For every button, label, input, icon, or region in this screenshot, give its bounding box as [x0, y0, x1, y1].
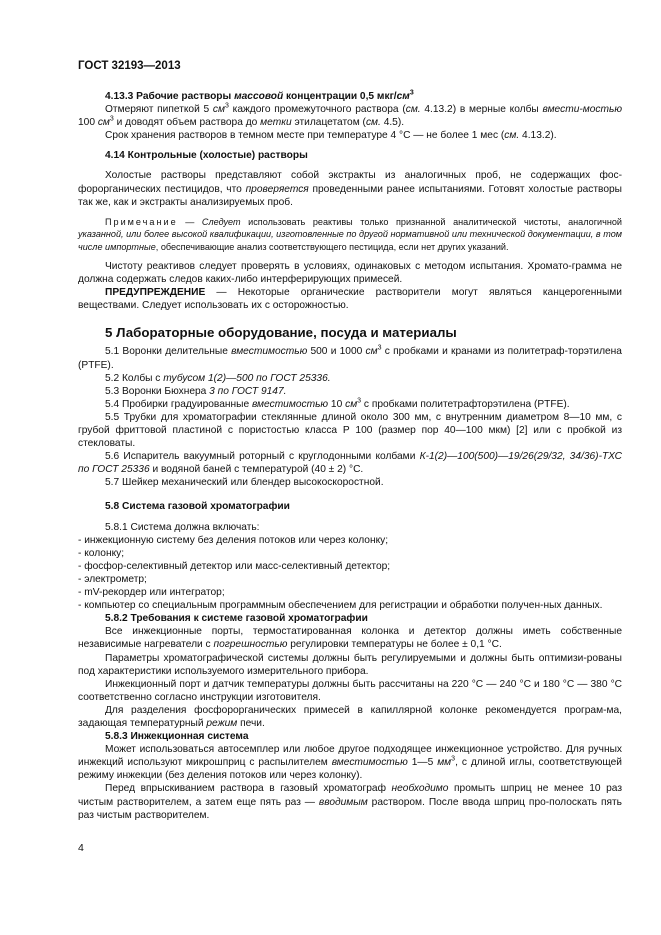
list-item: 5.1 Воронки делительные вместимостью 500 и 1000 $см^3$ с пробками и кранами из политетраф-торэтилена (PTFE). — [78, 345, 622, 371]
paragraph: Перед впрыскиванием раствора в газовый хроматограф необходимо промыть шприц не менее 10 раз чистым растворителем, а затем еще пять раз — вводимым раствором. После ввода шприц про-полоскать пять раз чистым растворителем. — [78, 783, 622, 821]
paragraph: Все инжекционные порты, термостатированная колонка и детектор должны иметь собственные независимые нагреватели с погрешностью регулировки температуры не более ± 0,1 °С. — [78, 626, 622, 651]
list-item: - электрометр; — [78, 573, 147, 585]
list-item: 5.7 Шейкер механический или блендер высокоскоростной. — [105, 477, 384, 489]
list-item: 5.6 Испаритель вакуумный роторный с круглодонными колбами К-1(2)—100(500)—19/26(29/32, 34/36)-ТХС по ГОСТ 25336 и водяной баней с температурой (40 ± 2) °С. — [78, 451, 622, 476]
paragraph: Инжекционный порт и датчик температуры должны быть рассчитаны на 220 °С — 240 °С и 180 °С — 380 °С соответственно согласно инструкции изготовителя. — [78, 678, 622, 703]
paragraph: Холостые растворы представляют собой экстракты из аналогичных проб, не содержащих фос-форорганических пестицидов, что проверяется проведенными ранее испытаниями. Готовят холостые растворы так же, как и экстракты анализируемых проб. — [78, 170, 622, 208]
list-item: 5.4 Пробирки градуированные вместимостью 10 $см^3$ с пробками политетрафторэтилена (PTFE). — [105, 397, 570, 410]
warning: ПРЕДУПРЕЖДЕНИЕ — Некоторые органические растворители могут являться канцерогенными веществами. Следует использовать их с осторожностью. — [78, 287, 622, 312]
section-title-5: 5 Лабораторные оборудование, посуда и материалы — [105, 325, 457, 341]
page-number: 4 — [78, 842, 84, 854]
paragraph: Параметры хроматографической системы должны быть регулируемыми и должны быть оптимизи-рованы под характеристики используемого измерительного прибора. — [78, 652, 622, 677]
list-item: 5.3 Воронки Бюхнера 3 по ГОСТ 9147. — [105, 385, 287, 397]
paragraph: 5.8.1 Система должна включать: — [105, 521, 260, 533]
list-item: - mV-рекордер или интегратор; — [78, 587, 225, 599]
paragraph: Чистоту реактивов следует проверять в условиях, одинаковых с методом испытания. Хромато-грамма не должна содержать следов каких-либо интерферирующих примесей. — [78, 260, 622, 286]
document-header: ГОСТ 32193—2013 — [78, 60, 181, 72]
system-components-list — [78, 534, 622, 613]
paragraph: Отмеряют пипеткой 5 $см^3$ каждого промежуточного раствора (см. 4.13.2) в мерные колбы вмести-мостью 100 $см^3$ и доводят объем раствора до метки этилацетатом (см. 4.5). — [78, 102, 622, 129]
document-body — [78, 90, 622, 822]
list-item: - инжекционную систему без деления потоков или через колонку; — [78, 534, 389, 546]
section-title-5-8: 5.8 Система газовой хроматографии — [105, 501, 290, 513]
section-title-5-8-2: 5.8.2 Требования к системе газовой хроматографии — [105, 613, 368, 625]
section-title-5-8-3: 5.8.3 Инжекционная система — [105, 731, 249, 743]
paragraph: Может использоваться автосемплер или любое другое подходящее инжекционное устройство. Для ручных инжекций используют микрошприц с распылителем вместимостью 1—5 $мм^3$, с длиной иглы, соответствующей режиму инжекции (без деления потоков или через колонку). — [78, 744, 622, 782]
note: Примечание — Следует использовать реактивы только признанной аналитической чистоты, аналогичной указанной, или более высокой квалификации, изготовленные по другой нормативной или технической документации, в том числе импортные, обеспечивающие анализ соответствующего пестицида, если нет других указаний. — [78, 216, 622, 252]
paragraph: Срок хранения растворов в темном месте при температуре 4 °С — не более 1 мес (см. 4.13.2). — [105, 130, 557, 142]
list-item: - компьютер со специальным программным обеспечением для регистрации и обработки получен-ных данных. — [78, 600, 603, 612]
list-item: - фосфор-селективный детектор или масс-селективный детектор; — [78, 560, 391, 572]
list-item: - колонку; — [78, 547, 125, 559]
list-item: 5.2 Колбы с тубусом 1(2)—500 по ГОСТ 25336. — [105, 372, 331, 384]
paragraph: Для разделения фосфорорганических примесей в капиллярной колонке рекомендуется програм-ма, задающая температурный режим печи. — [78, 704, 622, 729]
list-item: 5.5 Трубки для хроматографии стеклянные длиной около 300 мм, с внутренним диаметром 8—10 мм, с грубой фриттовой пластиной с пористостью класса Р 100 (размер пор 40—100 мкм) [2] или с пробкой из стекловаты. — [78, 411, 622, 450]
section-title-4-14: 4.14 Контрольные (холостые) растворы — [105, 150, 308, 162]
section-title-4-13-3: 4.13.3 Рабочие растворы массовой концентрации 0,5 мкг/$см^3$ — [105, 89, 414, 102]
